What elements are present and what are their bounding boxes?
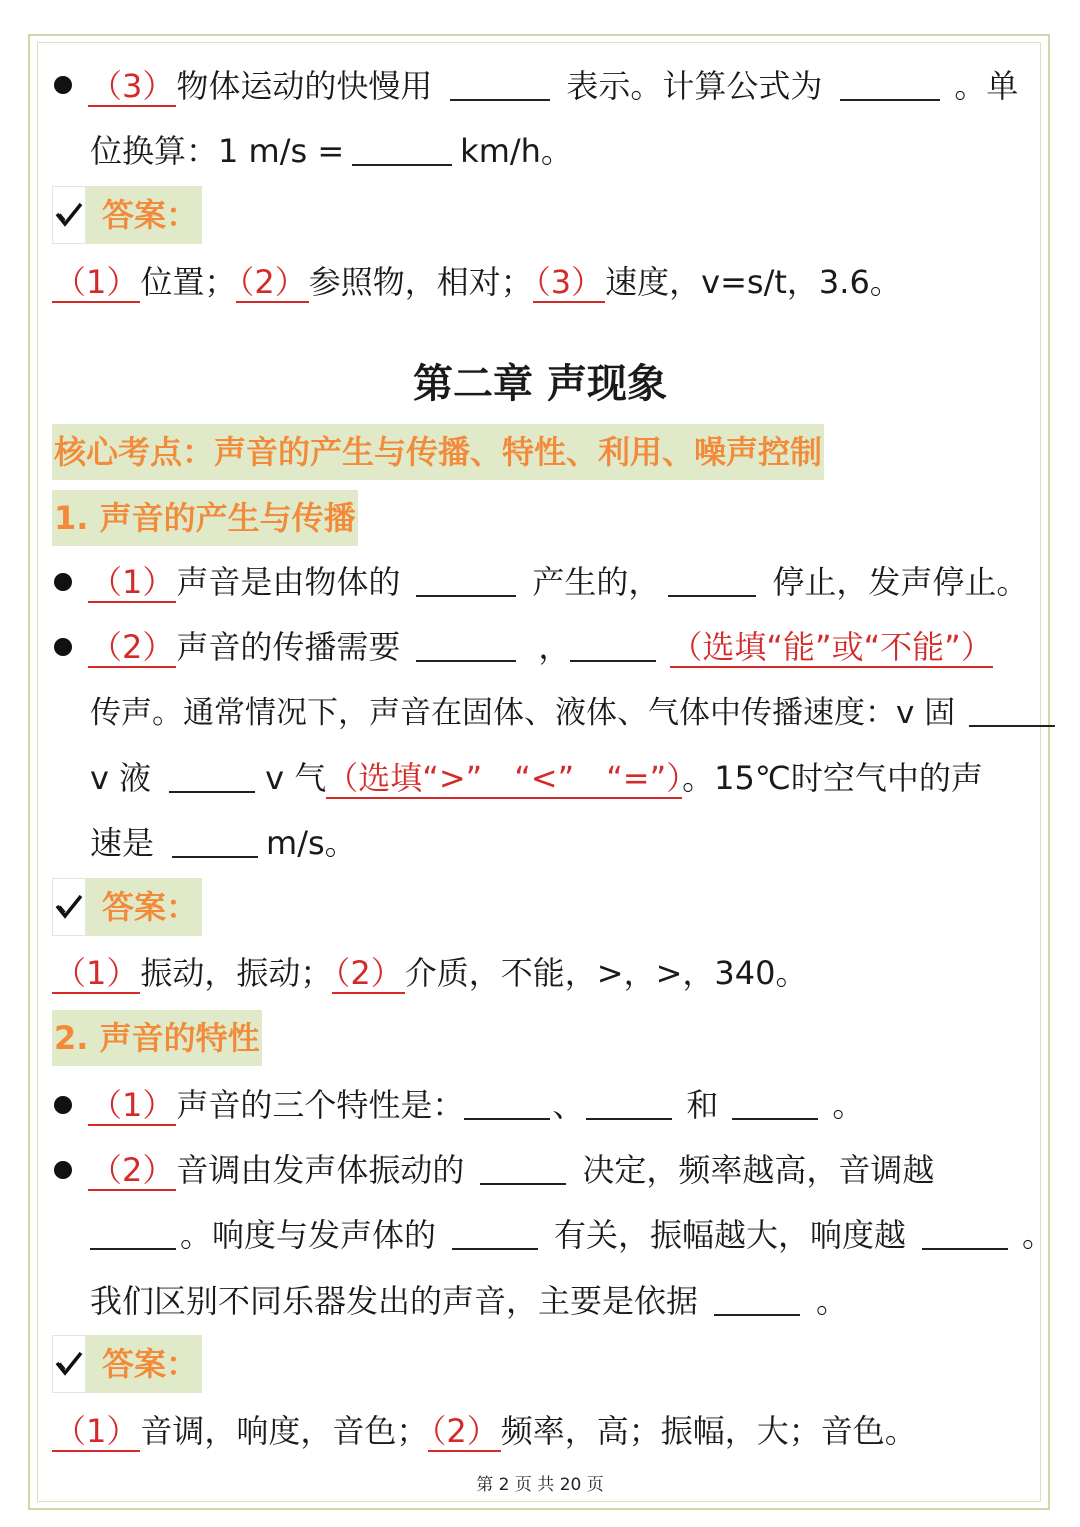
check-icon xyxy=(52,878,86,936)
answer-blank[interactable] xyxy=(416,630,516,662)
question-text: 停止，发声停止。 xyxy=(772,563,1029,601)
question-s2q2-line2 xyxy=(90,1215,1054,1255)
question-s2q2-line3 xyxy=(90,1281,848,1321)
question-text: v 气 xyxy=(265,759,327,797)
question-text: 。响度与发声体的 xyxy=(180,1216,437,1254)
answer-blank[interactable] xyxy=(969,695,1055,727)
answer-blank[interactable] xyxy=(922,1218,1008,1250)
answer-label: 答案： xyxy=(86,1335,202,1393)
answer-blank[interactable] xyxy=(352,134,452,166)
question-number: （2） xyxy=(90,628,175,666)
answer-text: 振动，振动； xyxy=(140,954,333,992)
section-title: 2. 声音的特性 xyxy=(52,1010,262,1066)
answer-blank[interactable] xyxy=(452,1218,538,1250)
question-text: 。 xyxy=(1022,1216,1055,1254)
question-text: 传声。通常情况下，声音在固体、液体、气体中传播速度：v 固 xyxy=(90,695,956,731)
answer-blank[interactable] xyxy=(169,761,255,793)
question-text: 。15℃时空气中的声 xyxy=(682,759,983,797)
answer-number: （1） xyxy=(54,954,139,992)
answer-number: （1） xyxy=(54,1412,139,1450)
hint-text: （选填“能”或“不能”） xyxy=(670,628,993,666)
answer-number: （1） xyxy=(54,263,139,301)
answer-text: 介质，不能，>，>，340。 xyxy=(404,954,808,992)
question-s2q1 xyxy=(88,1085,864,1125)
answer-number: （2） xyxy=(334,954,403,992)
question-s1q2-line1 xyxy=(88,627,993,667)
question-text: 表示。计算公式为 xyxy=(566,67,823,105)
question-text: 声音的三个特性是： xyxy=(176,1086,465,1124)
answer-blank[interactable] xyxy=(668,565,756,597)
question-number: （1） xyxy=(90,563,175,601)
question-text: ， xyxy=(538,628,571,666)
hint-text: （选填“>” “<” “=”） xyxy=(326,759,683,797)
answer-number: （2） xyxy=(238,263,307,301)
answer-blank[interactable] xyxy=(464,1088,550,1120)
question-text: m/s。 xyxy=(266,824,357,862)
question-text: km/h。 xyxy=(460,132,573,170)
bullet-icon xyxy=(54,1161,72,1179)
answer-number: （3） xyxy=(534,263,604,301)
question-text: 。 xyxy=(832,1086,865,1124)
answer-label: 答案： xyxy=(86,878,202,936)
answer-blank[interactable] xyxy=(732,1088,818,1120)
question-text: 、 xyxy=(552,1086,585,1124)
answer-blank[interactable] xyxy=(90,1218,176,1250)
answer-label: 答案： xyxy=(86,186,202,244)
answer-line-1 xyxy=(52,262,902,302)
answer-number: （2） xyxy=(430,1412,499,1450)
question-text: 物体运动的快慢用 xyxy=(176,67,433,105)
answer-blank[interactable] xyxy=(416,565,516,597)
answer-text: 参照物，相对； xyxy=(308,263,533,301)
question-q3-line1 xyxy=(88,66,1018,106)
question-text: 声音的传播需要 xyxy=(176,628,401,666)
question-number: （2） xyxy=(90,1151,175,1189)
question-text: 产生的， xyxy=(532,563,661,601)
bullet-icon xyxy=(54,638,72,656)
question-text: 我们区别不同乐器发出的声音，主要是依据 xyxy=(90,1282,699,1320)
question-text: 速是 xyxy=(90,824,155,862)
answer-blank[interactable] xyxy=(450,69,550,101)
question-q3-line2 xyxy=(90,131,573,171)
question-text: 和 xyxy=(686,1086,719,1124)
answer-text: 位置； xyxy=(140,263,237,301)
answer-text: 频率，高；振幅，大；音色。 xyxy=(500,1412,917,1450)
answer-blank[interactable] xyxy=(840,69,940,101)
question-text: 有关，振幅越大，响度越 xyxy=(554,1216,907,1254)
question-s2q2-line1 xyxy=(88,1150,934,1190)
answer-blank[interactable] xyxy=(714,1284,800,1316)
section-title: 1. 声音的产生与传播 xyxy=(52,490,358,546)
question-text: 。 xyxy=(816,1282,849,1320)
question-s1q1 xyxy=(88,562,1028,602)
answer-header xyxy=(52,1335,202,1393)
question-text: 音调由发声体振动的 xyxy=(176,1151,465,1189)
answer-header xyxy=(52,878,202,936)
question-s1q2-line3 xyxy=(90,758,983,798)
answer-blank[interactable] xyxy=(480,1153,566,1185)
question-number: （1） xyxy=(90,1086,175,1124)
answer-blank[interactable] xyxy=(570,630,656,662)
question-text: v 液 xyxy=(90,759,152,797)
answer-text: 速度，v=s/t，3.6。 xyxy=(605,263,902,301)
question-text: 。单 xyxy=(954,67,1019,105)
question-number: （3） xyxy=(90,67,175,105)
question-text: 位换算：1 m/s = xyxy=(90,132,345,170)
question-text: 决定，频率越高，音调越 xyxy=(582,1151,935,1189)
answer-blank[interactable] xyxy=(586,1088,672,1120)
answer-blank[interactable] xyxy=(172,826,258,858)
answer-line-2 xyxy=(52,953,807,993)
answer-header xyxy=(52,186,202,244)
question-s1q2-line2 xyxy=(90,693,1063,733)
core-points-banner: 核心考点：声音的产生与传播、特性、利用、噪声控制 xyxy=(52,424,824,480)
bullet-icon xyxy=(54,1096,72,1114)
chapter-title: 第二章 声现象 xyxy=(413,361,667,407)
bullet-icon xyxy=(54,76,72,94)
question-s1q2-line4 xyxy=(90,823,357,863)
check-icon xyxy=(52,186,86,244)
bullet-icon xyxy=(54,573,72,591)
check-icon xyxy=(52,1335,86,1393)
answer-text: 音调，响度，音色； xyxy=(140,1412,429,1450)
page-footer: 第 2 页 共 20 页 xyxy=(476,1475,604,1495)
answer-line-3 xyxy=(52,1411,917,1451)
question-text: 声音是由物体的 xyxy=(176,563,401,601)
